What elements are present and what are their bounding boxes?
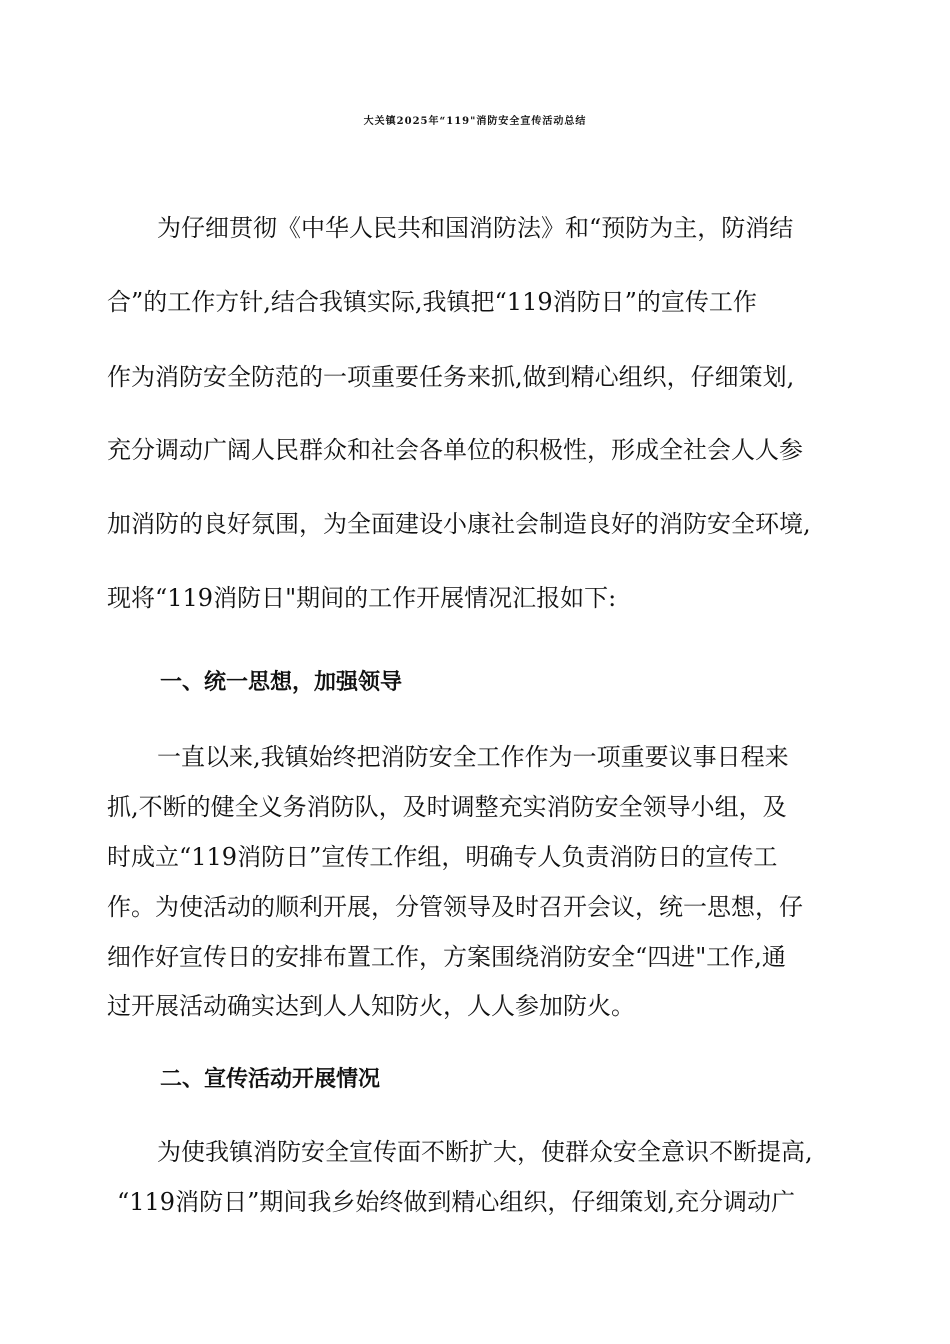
section1-line-3: 时成立“119消防日”宣传工作组，明确专人负责消防日的宣传工 xyxy=(107,843,778,871)
document-title: 大关镇2025年“119"消防安全宣传活动总结 xyxy=(363,116,587,127)
section1-line-1: 一直以来,我镇始终把消防安全工作作为一项重要议事日程来 xyxy=(157,743,789,771)
section1-line-5: 细作好宣传日的安排布置工作，方案围绕消防安全“四进"工作,通 xyxy=(107,943,786,971)
intro-line-4: 充分调动广阔人民群众和社会各单位的积极性，形成全社会人人参 xyxy=(107,436,803,464)
section-heading-1: 一、统一思想，加强领导 xyxy=(160,669,403,695)
section-heading-2: 二、宣传活动开展情况 xyxy=(160,1066,381,1092)
intro-line-3: 作为消防安全防范的一项重要任务来抓,做到精心组织，仔细策划, xyxy=(107,363,795,391)
intro-line-5: 加消防的良好氛围，为全面建设小康社会制造良好的消防安全环境, xyxy=(107,510,811,538)
intro-line-1: 为仔细贯彻《中华人民共和国消防法》和“预防为主，防消结 xyxy=(157,214,794,242)
section2-line-2: “119消防日”期间我乡始终做到精心组织，仔细策划,充分调动广 xyxy=(117,1188,795,1216)
section2-line-1: 为使我镇消防安全宣传面不断扩大，使群众安全意识不断提高, xyxy=(157,1138,813,1166)
section1-line-2: 抓,不断的健全义务消防队，及时调整充实消防安全领导小组，及 xyxy=(107,793,787,821)
section1-line-6: 过开展活动确实达到人人知防火，人人参加防火。 xyxy=(107,992,635,1020)
intro-line-6: 现将“119消防日"期间的工作开展情况汇报如下: xyxy=(107,584,617,612)
intro-line-2: 合”的工作方针,结合我镇实际,我镇把“119消防日”的宣传工作 xyxy=(107,288,757,316)
section1-line-4: 作。为使活动的顺利开展，分管领导及时召开会议，统一思想，仔 xyxy=(107,893,803,921)
